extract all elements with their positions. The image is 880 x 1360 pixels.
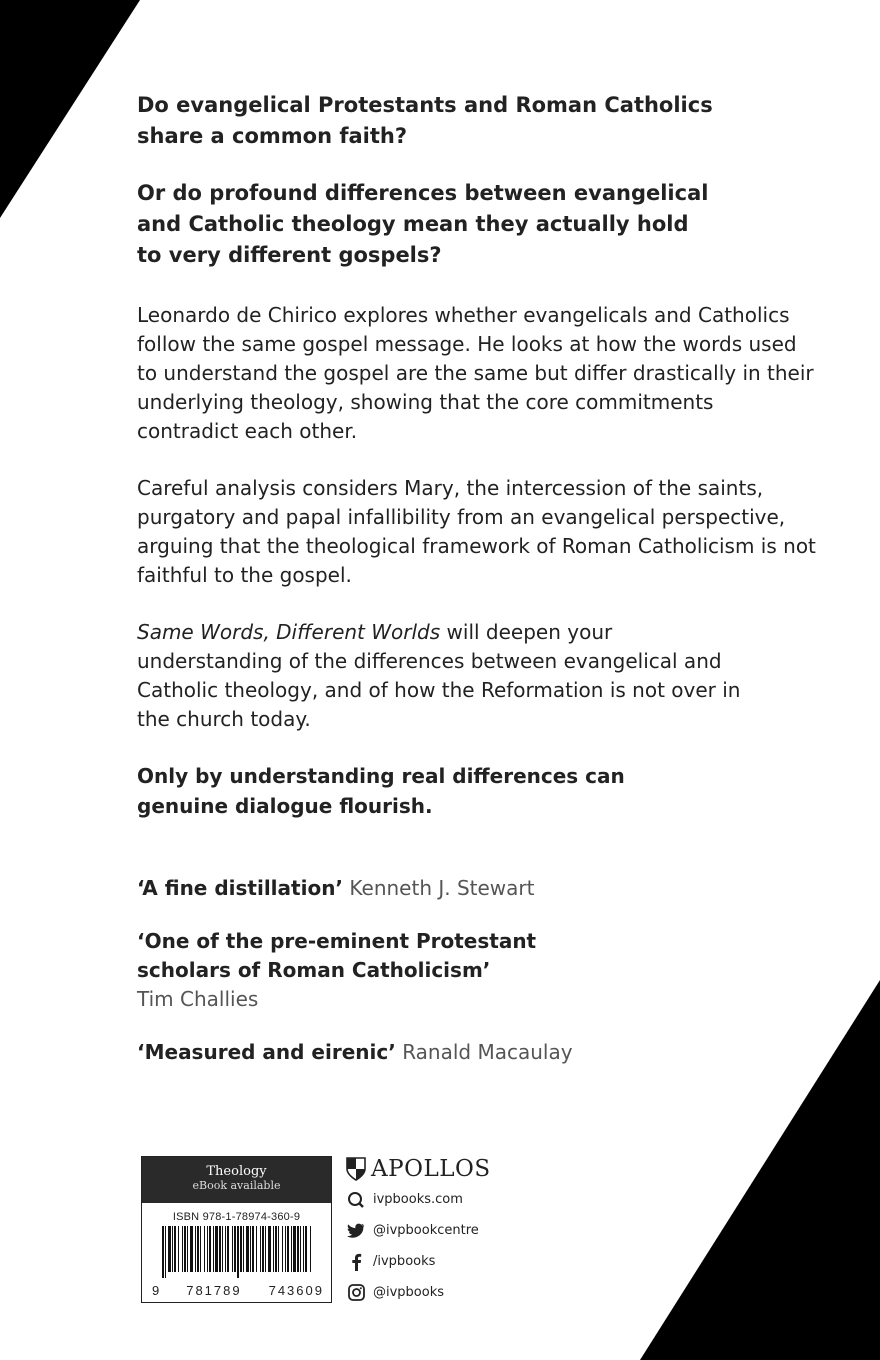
barcode-bar xyxy=(260,1226,261,1272)
barcode-bar xyxy=(256,1226,257,1272)
publisher-name: APOLLOS xyxy=(371,1156,491,1182)
description-paragraph-2: Careful analysis considers Mary, the intercession of the saints, purgatory and papal infallibility from an evangelical perspective, arguing that the theological framework of Roman Catholicism is not faithful to the gospel. xyxy=(137,476,816,587)
barcode-bar xyxy=(262,1226,264,1272)
barcode-bar xyxy=(174,1226,176,1272)
barcode-bar xyxy=(184,1226,186,1272)
barcode-bar xyxy=(285,1226,286,1272)
barcode-bars xyxy=(162,1226,312,1278)
barcode-digit-group-1: 781789 xyxy=(186,1283,242,1298)
website-text: ivpbooks.com xyxy=(373,1192,463,1207)
facebook-icon xyxy=(346,1252,366,1272)
website-link[interactable] xyxy=(346,1184,546,1215)
endorsement-2 xyxy=(137,927,537,1014)
category-label: Theology xyxy=(206,1164,267,1179)
facebook-handle: /ivpbooks xyxy=(373,1254,436,1269)
barcode-bar xyxy=(268,1226,271,1272)
barcode-bar xyxy=(300,1226,301,1272)
blurb-column xyxy=(137,90,827,821)
endorsements xyxy=(137,874,777,1091)
twitter-link[interactable] xyxy=(346,1215,546,1246)
question-1: Do evangelical Protestants and Roman Catholics share a common faith? xyxy=(137,93,713,148)
endorsement-quote: ‘One of the pre-eminent Protestant scholars of Roman Catholicism’ xyxy=(137,929,537,982)
barcode-panel xyxy=(141,1156,332,1303)
barcode-bar xyxy=(162,1226,164,1278)
barcode-digit-first: 9 xyxy=(152,1283,160,1298)
barcode-bar xyxy=(209,1226,211,1272)
barcode-bar xyxy=(222,1226,223,1272)
barcode-bar xyxy=(282,1226,283,1272)
barcode-bar xyxy=(246,1226,249,1272)
barcode-bar xyxy=(303,1226,304,1272)
barcode-digits xyxy=(152,1283,324,1298)
barcode-bar xyxy=(168,1226,171,1272)
barcode-bar xyxy=(273,1226,274,1272)
barcode-bar xyxy=(234,1226,236,1272)
barcode-bar xyxy=(250,1226,251,1272)
endorsement-author: Kenneth J. Stewart xyxy=(349,876,535,900)
endorsement-author: Tim Challies xyxy=(137,987,259,1011)
barcode-bar xyxy=(252,1226,254,1272)
barcode-bar xyxy=(200,1226,201,1272)
barcode-bar xyxy=(275,1226,277,1272)
shield-logo-icon xyxy=(346,1157,366,1181)
closing-statement: Only by understanding real differences can genuine dialogue flourish. xyxy=(137,764,625,818)
barcode-bar xyxy=(287,1226,289,1272)
barcode-bar xyxy=(204,1226,205,1272)
publisher-info xyxy=(346,1154,546,1308)
barcode-bar xyxy=(165,1226,166,1278)
endorsement-quote: ‘Measured and eirenic’ xyxy=(137,1040,396,1064)
endorsement-1 xyxy=(137,874,777,903)
barcode-bar xyxy=(278,1226,279,1272)
barcode-bar xyxy=(215,1226,218,1272)
barcode-bar xyxy=(310,1226,311,1272)
barcode-bar xyxy=(237,1226,239,1278)
endorsement-quote: ‘A fine distillation’ xyxy=(137,876,344,900)
barcode-bar xyxy=(293,1226,296,1272)
barcode-bar xyxy=(172,1226,173,1272)
barcode-bar xyxy=(187,1226,188,1272)
question-2: Or do profound differences between evangelical and Catholic theology mean they actually hold to very different gospels? xyxy=(137,181,709,267)
barcode-bar xyxy=(265,1226,266,1272)
book-title: Same Words, Different Worlds xyxy=(137,620,441,644)
barcode-bar xyxy=(225,1226,226,1272)
barcode-bar xyxy=(297,1226,299,1272)
top-left-corner-triangle xyxy=(0,0,140,220)
publisher-logo xyxy=(346,1154,546,1184)
category-header xyxy=(142,1157,331,1203)
barcode-bar xyxy=(197,1226,199,1272)
barcode-bar xyxy=(219,1226,221,1272)
barcode-bar xyxy=(227,1226,229,1272)
search-icon xyxy=(346,1190,366,1210)
barcode-bar xyxy=(305,1226,307,1272)
facebook-link[interactable] xyxy=(346,1246,546,1277)
description-paragraph-1: Leonardo de Chirico explores whether evangelicals and Catholics follow the same gospel message. He looks at how the words used to understand the gospel are the same but differ drastically in their underlying theology, showing that the core commitments contradict each other. xyxy=(137,303,814,443)
endorsement-3 xyxy=(137,1038,777,1067)
barcode-bar xyxy=(195,1226,196,1272)
barcode-bar xyxy=(240,1226,242,1272)
barcode-bar xyxy=(291,1226,292,1272)
instagram-icon xyxy=(346,1283,366,1303)
instagram-handle: @ivpbooks xyxy=(373,1285,445,1300)
twitter-handle: @ivpbookcentre xyxy=(373,1223,479,1238)
barcode-bar xyxy=(178,1226,179,1272)
description-paragraph-3 xyxy=(137,618,747,734)
paragraph-3-text: will deepen your understanding of the differences between evangelical and Catholic theology, and of how the Reformation is not over in the church today. xyxy=(137,620,741,731)
ebook-label: eBook available xyxy=(192,1179,281,1192)
barcode-bar xyxy=(243,1226,244,1272)
isbn-label: ISBN 978-1-78974-360-9 xyxy=(172,1211,301,1223)
barcode-bar xyxy=(213,1226,214,1272)
barcode-bar xyxy=(232,1226,233,1272)
barcode-bar xyxy=(190,1226,193,1272)
endorsement-author: Ranald Macaulay xyxy=(402,1040,573,1064)
twitter-icon xyxy=(346,1221,366,1241)
instagram-link[interactable] xyxy=(346,1277,546,1308)
barcode-bar xyxy=(207,1226,208,1272)
barcode-bar xyxy=(182,1226,183,1272)
barcode-digit-group-2: 743609 xyxy=(268,1283,324,1298)
